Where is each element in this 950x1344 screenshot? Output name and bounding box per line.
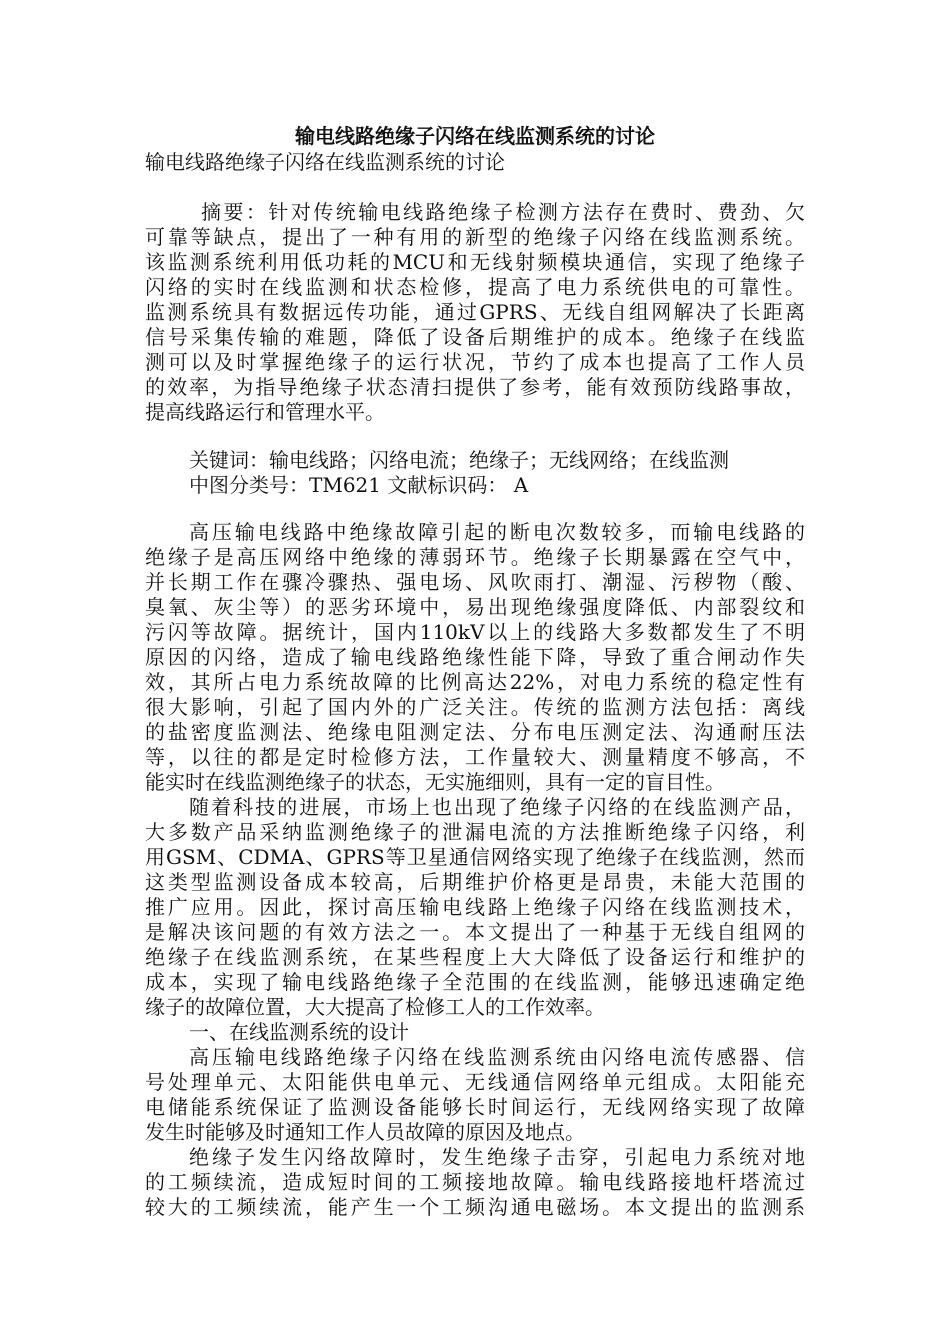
keywords-block bbox=[145, 448, 805, 498]
text-line: 发生时能够及时通知工作人员故障的原因及地点。 bbox=[145, 1120, 585, 1144]
text-line: 闪络的实时在线监测和状态检修，提高了电力系统供电的可靠性。 bbox=[145, 275, 805, 299]
text-line: 绝缘子发生闪络故障时，发生绝缘子击穿，引起电力系统对地 bbox=[189, 1145, 805, 1169]
text-line: 效，其所占电力系统故障的比例高达22%，对电力系统的稳定性有 bbox=[145, 670, 805, 694]
classification-line: 中图分类号：TM621 文献标识码： A bbox=[189, 473, 529, 497]
text-line: 测可以及时掌握绝缘子的运行状况，节约了成本也提高了工作人员 bbox=[145, 350, 805, 374]
document-subtitle: 输电线路绝缘子闪络在线监测系统的讨论 bbox=[145, 150, 505, 174]
text-line: 可靠等缺点，提出了一种有用的新型的绝缘子闪络在线监测系统。 bbox=[145, 225, 805, 249]
text-line: 较大的工频续流，能产生一个工频沟通电磁场。本文提出的监测系 bbox=[145, 1195, 805, 1219]
body-paragraph-4 bbox=[145, 1145, 805, 1220]
text-line: 高压输电线路绝缘子闪络在线监测系统由闪络电流传感器、信 bbox=[189, 1045, 805, 1069]
document-title: 输电线路绝缘子闪络在线监测系统的讨论 bbox=[295, 124, 655, 148]
text-line: 绝缘子在线监测系统，在某些程度上大大降低了设备运行和维护的 bbox=[145, 945, 805, 969]
text-line: 并长期工作在骤冷骤热、强电场、风吹雨打、潮湿、污秽物（酸、 bbox=[145, 570, 805, 594]
text-line: 是解决该问题的有效方法之一。本文提出了一种基于无线自组网的 bbox=[145, 920, 805, 944]
body-paragraph-1 bbox=[145, 520, 805, 795]
text-line: 污闪等故障。据统计，国内110kV以上的线路大多数都发生了不明 bbox=[145, 620, 805, 644]
text-line: 能实时在线监测绝缘子的状态，无实施细则，具有一定的盲目性。 bbox=[145, 770, 725, 794]
text-line: 臭氧、灰尘等）的恶劣环境中，易出现绝缘强度降低、内部裂纹和 bbox=[145, 595, 805, 619]
text-line: 推广应用。因此，探讨高压输电线路上绝缘子闪络在线监测技术， bbox=[145, 895, 805, 919]
text-line: 随着科技的进展，市场上也出现了绝缘子闪络的在线监测产品， bbox=[189, 795, 805, 819]
text-line: 原因的闪络，造成了输电线路绝缘性能下降，导致了重合闸动作失 bbox=[145, 645, 805, 669]
section-heading-text: 一、在线监测系统的设计 bbox=[189, 1020, 409, 1044]
text-line: 监测系统具有数据远传功能，通过GPRS、无线自组网解决了长距离 bbox=[145, 300, 805, 324]
section-heading bbox=[145, 1020, 805, 1045]
text-line: 的盐密度监测法、绝缘电阻测定法、分布电压测定法、沟通耐压法 bbox=[145, 720, 805, 744]
text-line: 提高线路运行和管理水平。 bbox=[145, 400, 385, 424]
text-line: 电储能系统保证了监测设备能够长时间运行，无线网络实现了故障 bbox=[145, 1095, 805, 1119]
text-line: 高压输电线路中绝缘故障引起的断电次数较多，而输电线路的 bbox=[189, 520, 805, 544]
keywords-line: 关键词：输电线路；闪络电流；绝缘子；无线网络；在线监测 bbox=[189, 448, 729, 472]
text-line: 用GSM、CDMA、GPRS等卫星通信网络实现了绝缘子在线监测，然而 bbox=[145, 845, 805, 869]
text-line: 信号采集传输的难题，降低了设备后期维护的成本。绝缘子在线监 bbox=[145, 325, 805, 349]
text-line: 大多数产品采纳监测绝缘子的泄漏电流的方法推断绝缘子闪络，利 bbox=[145, 820, 805, 844]
text-line: 的工频续流，造成短时间的工频接地故障。输电线路接地杆塔流过 bbox=[145, 1170, 805, 1194]
text-line: 号处理单元、太阳能供电单元、无线通信网络单元组成。太阳能充 bbox=[145, 1070, 805, 1094]
text-line: 缘子的故障位置，大大提高了检修工人的工作效率。 bbox=[145, 995, 605, 1019]
text-line: 绝缘子是高压网络中绝缘的薄弱环节。绝缘子长期暴露在空气中， bbox=[145, 545, 805, 569]
text-line: 等，以往的都是定时检修方法，工作量较大、测量精度不够高，不 bbox=[145, 745, 805, 769]
abstract-paragraph bbox=[145, 200, 805, 425]
body-paragraph-3 bbox=[145, 1045, 805, 1145]
text-line: 的效率，为指导绝缘子状态清扫提供了参考，能有效预防线路事故， bbox=[145, 375, 805, 399]
text-line: 这类型监测设备成本较高，后期维护价格更是昂贵，未能大范围的 bbox=[145, 870, 805, 894]
text-line: 摘要：针对传统输电线路绝缘子检测方法存在费时、费劲、欠 bbox=[201, 200, 805, 224]
text-line: 成本，实现了输电线路绝缘子全范围的在线监测，能够迅速确定绝 bbox=[145, 970, 805, 994]
body-paragraph-2 bbox=[145, 795, 805, 1020]
text-line: 该监测系统利用低功耗的MCU和无线射频模块通信，实现了绝缘子 bbox=[145, 250, 805, 274]
text-line: 很大影响，引起了国内外的广泛关注。传统的监测方法包括：离线 bbox=[145, 695, 805, 719]
